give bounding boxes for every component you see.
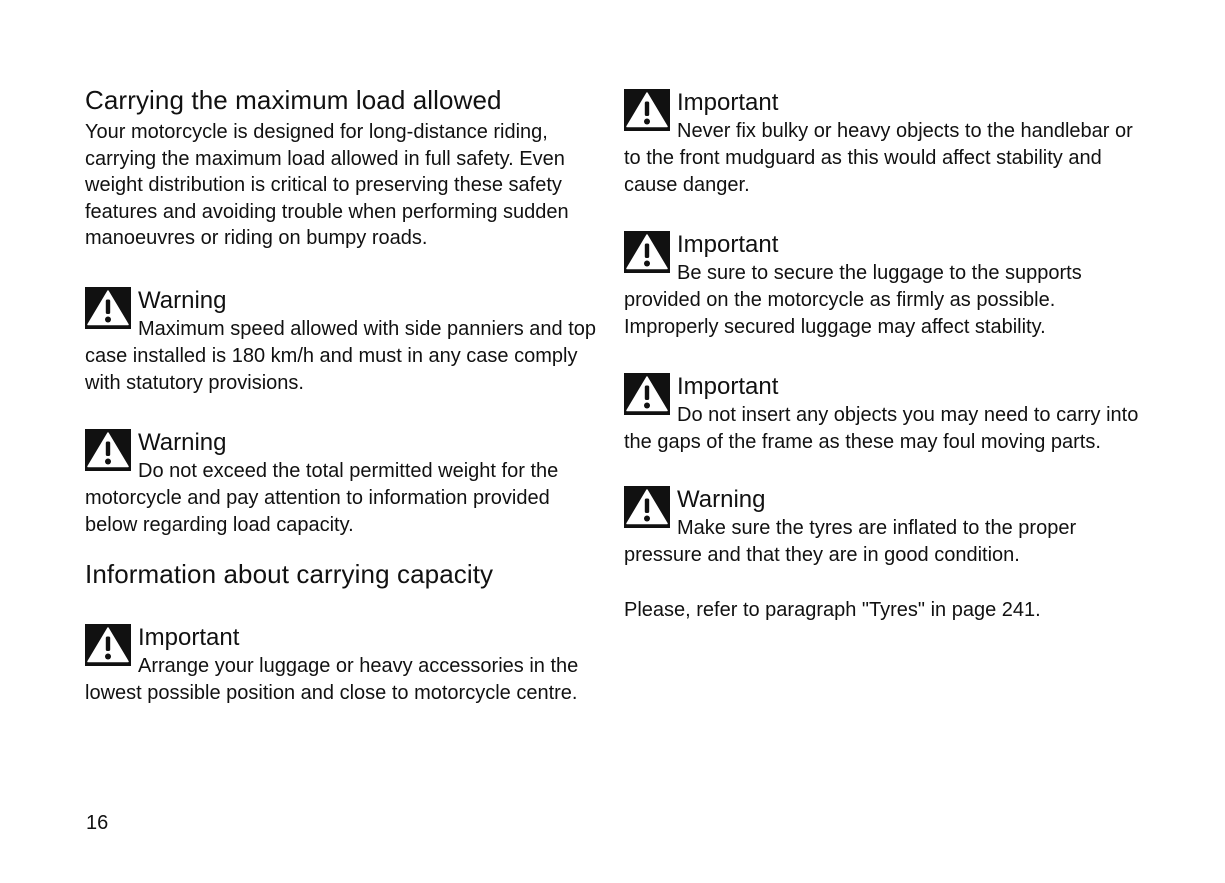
reference-note: Please, refer to paragraph "Tyres" in page 241. — [624, 599, 1041, 621]
page-number: 16 — [86, 812, 109, 834]
notice-body: Be sure to secure the luggage to the supports provided on the motorcycle as firmly as possible. Improperly secured luggage may affect stability. — [624, 262, 1082, 338]
notice-title: Important — [677, 373, 779, 400]
right-column — [624, 85, 1144, 644]
warning-notice — [85, 285, 602, 397]
notice-title: Important — [138, 623, 240, 651]
notice-body: Make sure the tyres are inflated to the proper pressure and that they are in good condition. — [624, 517, 1077, 566]
important-notice — [85, 622, 602, 707]
section-subheading: Information about carrying capacity — [85, 558, 494, 589]
warning-notice — [624, 484, 1144, 569]
notice-body: Do not exceed the total permitted weight for the motorcycle and pay attention to information provided below regarding load capacity. — [85, 459, 559, 536]
important-notice — [624, 229, 1144, 341]
notice-body: Maximum speed allowed with side panniers and top case installed is 180 km/h and must in any case comply with statutory provisions. — [85, 317, 597, 394]
warning-triangle-icon — [85, 624, 131, 666]
notice-body: Do not insert any objects you may need to carry into the gaps of the frame as these may foul moving parts. — [624, 404, 1139, 453]
left-column — [85, 85, 602, 707]
warning-triangle-icon — [624, 89, 670, 131]
important-notice — [624, 371, 1144, 456]
notice-title: Warning — [138, 428, 227, 456]
notice-body: Arrange your luggage or heavy accessories in the lowest possible position and close to motorcycle centre. — [85, 654, 579, 704]
page-title: Carrying the maximum load allowed — [85, 85, 502, 115]
warning-triangle-icon — [624, 373, 670, 415]
warning-triangle-icon — [624, 231, 670, 273]
notice-title: Important — [677, 89, 779, 116]
important-notice — [624, 87, 1144, 199]
notice-title: Important — [677, 231, 779, 258]
intro-paragraph: Your motorcycle is designed for long-distance riding, carrying the maximum load allowed in full safety. Even weight distribution is critical to preserving these safety features and avoiding trouble when performing sudden manoeuvres or riding on bumpy roads. — [85, 121, 569, 249]
notice-title: Warning — [677, 486, 766, 513]
warning-triangle-icon — [624, 486, 670, 528]
notice-body: Never fix bulky or heavy objects to the handlebar or to the front mudguard as this would affect stability and cause danger. — [624, 120, 1133, 196]
warning-triangle-icon — [85, 429, 131, 471]
notice-title: Warning — [138, 286, 227, 314]
warning-notice — [85, 427, 602, 539]
warning-triangle-icon — [85, 287, 131, 329]
